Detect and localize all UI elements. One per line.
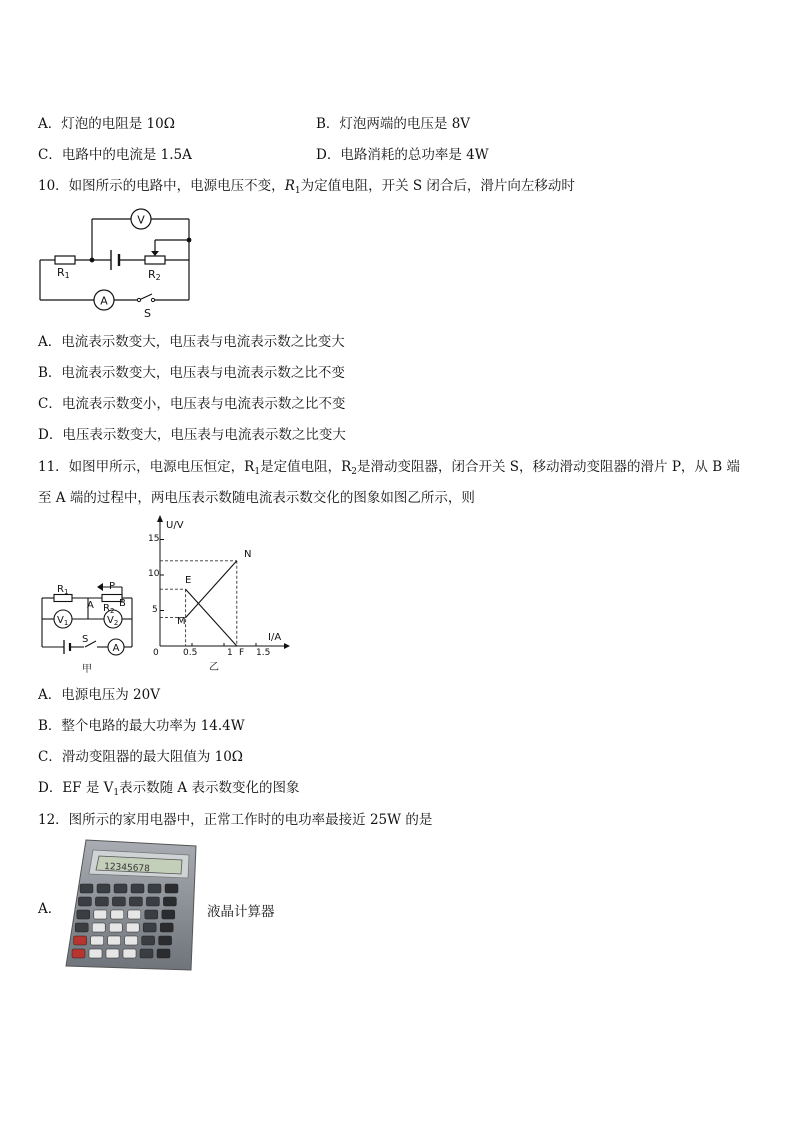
q9-option-c: C．电路中的电流是 1.5A <box>38 147 192 163</box>
point-m-label: M <box>177 616 186 627</box>
y-tick-label: 15 <box>148 534 160 544</box>
q11-option-b: B．整个电路的最大功率为 14.4W <box>38 718 245 734</box>
q10-option-a: A．电流表示数变大，电压表与电流表示数之比变大 <box>38 334 345 350</box>
q10-option-b: B．电流表示数变大，电压表与电流表示数之比不变 <box>38 365 345 381</box>
point-e-label: E <box>185 575 192 586</box>
q10-stem: 10．如图所示的电路中，电源电压不变，$R_1$为定值电阻，开关 S 闭合后，滑片向左移动时 <box>38 178 575 196</box>
q11-v1-label: $V_1$ <box>57 615 69 627</box>
q11-option-a: A．电源电压为 20V <box>38 687 160 703</box>
q9-option-b: B．灯泡两端的电压是 8V <box>316 116 471 132</box>
q10-option-c: C．电流表示数变小，电压表与电流表示数之比不变 <box>38 396 346 412</box>
calculator-key <box>112 897 125 906</box>
q10-switch-label: S <box>144 307 151 320</box>
point-f-label: F <box>239 648 245 658</box>
calculator-key <box>114 884 127 893</box>
calculator-key <box>159 936 172 945</box>
calculator-key <box>75 923 88 932</box>
q11-ammeter-label: A <box>112 643 120 654</box>
origin-label: 0 <box>153 648 159 658</box>
q9-option-d: D．电路消耗的总功率是 4W <box>316 147 489 163</box>
calculator-key <box>165 884 178 893</box>
q10-r1-label: R1 <box>57 266 70 280</box>
q11-r2-label: $R_2$ <box>103 603 115 615</box>
x-axis-label: I/A <box>268 632 282 643</box>
q11-option-c: C．滑动变阻器的最大阻值为 10Ω <box>38 749 243 765</box>
calculator-key <box>131 884 144 893</box>
calculator-key <box>163 897 176 906</box>
calculator-key <box>78 897 91 906</box>
y-tick-label: 10 <box>148 569 160 579</box>
graph-caption: 乙 <box>209 662 219 673</box>
x-tick-label: 1 <box>227 648 233 658</box>
calculator-key <box>126 923 139 932</box>
calculator-key <box>123 949 136 958</box>
q11-stem-line1: 11．如图甲所示，电源电压恒定，$R_1$是定值电阻，$R_2$是滑动变阻器，闭合开关 S，移动滑动变阻器的滑片 P，从 B 端 <box>38 459 740 477</box>
y-tick-label: 5 <box>152 605 158 615</box>
calculator-key <box>146 897 159 906</box>
q12-stem: 12．图所示的家用电器中，正常工作时的电功率最接近 25W 的是 <box>38 812 433 828</box>
calculator-key <box>89 949 102 958</box>
q10-voltmeter-label: V <box>137 213 145 227</box>
x-tick-label: 0.5 <box>183 648 198 658</box>
q11-stem-line2: 至 A 端的过程中，两电压表示数随电流表示数交化的图象如图乙所示，则 <box>38 490 475 506</box>
calculator-key <box>72 949 85 958</box>
q11-a-label: A <box>87 600 94 611</box>
q11-circuit-caption: 甲 <box>82 664 92 675</box>
q11-option-d: D．EF 是 $V_1$表示数随 A 表示数变化的图象 <box>38 780 300 798</box>
point-n-label: N <box>244 549 252 560</box>
calculator-key <box>92 923 105 932</box>
q11-s-label: S <box>82 634 89 645</box>
calculator-key <box>106 949 119 958</box>
q10-r2-label: R2 <box>148 268 161 282</box>
q11-v2-label: $V_2$ <box>107 615 119 627</box>
q10-ammeter-label: A <box>100 294 108 308</box>
calculator-key <box>80 884 93 893</box>
x-tick-label: 1.5 <box>256 648 271 658</box>
calculator-key <box>145 910 158 919</box>
calculator-key <box>160 923 173 932</box>
calculator-key <box>142 936 155 945</box>
calculator-display-digits: 12345678 <box>103 862 151 875</box>
y-axis-label: U/V <box>166 520 184 531</box>
q11-b-label: B <box>119 598 126 609</box>
calculator-key <box>129 897 142 906</box>
calculator-key <box>77 910 90 919</box>
calculator-key <box>143 923 156 932</box>
q11-p-label: P <box>109 581 116 592</box>
q10-option-d: D．电压表示数变大，电压表与电流表示数之比变大 <box>38 427 346 443</box>
calculator-key <box>97 884 110 893</box>
q9-option-a: A．灯泡的电阻是 10Ω <box>38 116 175 132</box>
calculator-key <box>95 897 108 906</box>
calculator-key <box>162 910 175 919</box>
calculator-key <box>74 936 87 945</box>
calculator-key <box>157 949 170 958</box>
calculator-key <box>111 910 124 919</box>
q12-option-a-letter: A． <box>38 901 62 917</box>
calculator-key <box>108 936 121 945</box>
q12-option-a-label: 液晶计算器 <box>207 904 275 920</box>
q11-r1-label: $R_1$ <box>57 584 69 596</box>
calculator-key <box>91 936 104 945</box>
calculator-key <box>125 936 138 945</box>
calculator-key <box>94 910 107 919</box>
calculator-key <box>140 949 153 958</box>
calculator-key <box>148 884 161 893</box>
calculator-key <box>128 910 141 919</box>
calculator-key <box>109 923 122 932</box>
